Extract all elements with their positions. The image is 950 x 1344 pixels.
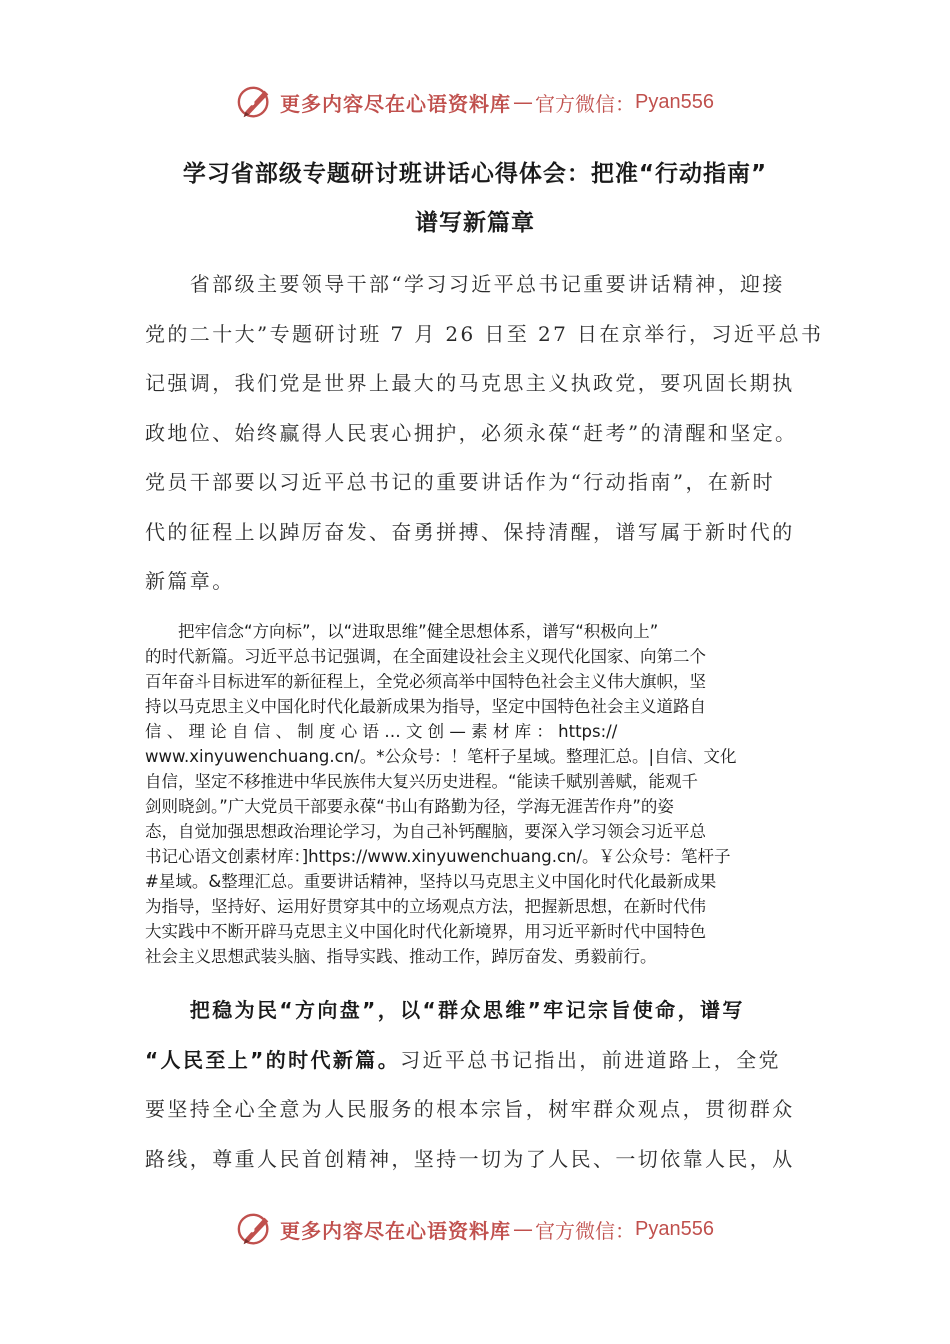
text-line: 持以马克思主义中国化时代化最新成果为指导，坚定中国特色社会主义道路自 — [145, 697, 706, 716]
banner-text: 更多内容尽在心语资料库 — [280, 91, 512, 116]
text-line: 态，自觉加强思想政治理论学习，为自己补钙醒脑，要深入学习领会习近平总 — [145, 822, 706, 841]
banner-text: 更多内容尽在心语资料库 — [280, 1218, 512, 1243]
banner-wechat-id: Pyan556 — [635, 1217, 714, 1240]
text-line: 剑则晓剑。”广大党员干部要永葆“书山有路勤为径，学海无涯苦作舟”的姿 — [145, 797, 674, 816]
text-line: #星域。&整理汇总。重要讲话精神，坚持以马克思主义中国化时代化最新成果 — [145, 872, 717, 891]
pen-logo-icon — [236, 1210, 274, 1248]
banner-wechat-label: 官方微信： — [535, 1218, 636, 1243]
banner-wechat-label: 官方微信： — [535, 91, 636, 116]
text-line: 把牢信念“方向标”，以“进取思维”健全思想体系，谱写“积极向上” — [145, 622, 659, 641]
text-line: 要坚持全心全意为人民服务的根本宗旨，树牢群众观点，贯彻群众 — [145, 1097, 795, 1121]
document-title-line2: 谱写新篇章 — [415, 210, 535, 236]
text-line: 为指导，坚持好、运用好贯穿其中的立场观点方法，把握新思想，在新时代伟 — [145, 897, 706, 916]
body-text: 习近平总书记指出，前进道路上，全党 — [400, 1047, 781, 1072]
text-line — [145, 986, 805, 1036]
text-line: 党员干部要以习近平总书记的重要讲话作为“行动指南”，在新时 — [145, 470, 776, 494]
paragraph-intro — [145, 260, 824, 607]
header-banner — [0, 82, 950, 122]
pen-logo-icon — [236, 83, 274, 121]
text-line: 代的征程上以踔厉奋发、奋勇拼搏、保持清醒，谱写属于新时代的 — [145, 519, 795, 544]
text-line: 大实践中不断开辟马克思主义中国化时代化新境界，用习近平新时代中国特色 — [145, 922, 706, 941]
text-line: 书记心语文创素材库：]https://www.xinyuwenchuang.cn/。￥公众号：笔杆子 — [145, 847, 731, 866]
text-line: 社会主义思想武装头脑、指导实践、推动工作，踔厉奋发、勇毅前行。 — [145, 947, 657, 966]
text-line: 记强调，我们党是世界上最大的马克思主义执政党，要巩固长期执 — [145, 371, 795, 395]
text-line: 路线，尊重人民首创精神，坚持一切为了人民、一切依靠人民，从 — [145, 1146, 795, 1171]
paragraph-belief — [145, 619, 805, 969]
bold-heading-text: “人民至上”的时代新篇。 — [145, 1047, 401, 1072]
text-line: 新篇章。 — [145, 569, 235, 593]
text-line: 自信，坚定不移推进中华民族伟大复兴历史进程。“能读千赋别善赋，能观千 — [145, 772, 699, 791]
text-line: 百年奋斗目标进军的新征程上，全党必须高举中国特色社会主义伟大旗帜，坚 — [145, 672, 706, 691]
banner-separator: — — [513, 90, 534, 114]
bold-heading-text: 把稳为民“方向盘”，以“群众思维”牢记宗旨使命，谱写 — [145, 998, 745, 1022]
text-line — [145, 1036, 805, 1086]
text-line: 党的二十大”专题研讨班 7 月 26 日至 27 日在京举行，习近平总书 — [145, 321, 824, 346]
document-title-line1: 学习省部级专题研讨班讲话心得体会：把准“行动指南” — [182, 161, 768, 187]
text-line: www.xinyuwenchuang.cn/。*公众号：！笔杆子星域。整理汇总。|自信、文化 — [145, 747, 737, 766]
text-line: 省部级主要领导干部“学习习近平总书记重要讲话精神，迎接 — [145, 272, 785, 296]
paragraph-people — [145, 986, 805, 1184]
banner-wechat-id: Pyan556 — [635, 90, 714, 113]
text-line: 政地位、始终赢得人民衷心拥护，必须永葆“赶考”的清醒和坚定。 — [145, 420, 798, 445]
banner-separator: — — [513, 1217, 534, 1241]
footer-banner — [0, 1209, 950, 1249]
text-line: 的时代新篇。习近平总书记强调，在全面建设社会主义现代化国家、向第二个 — [145, 647, 706, 666]
text-line: 信 、 理 论 自 信 、 制 度 心 语 … 文 创 — 素 材 库 ： https:// — [145, 722, 618, 741]
